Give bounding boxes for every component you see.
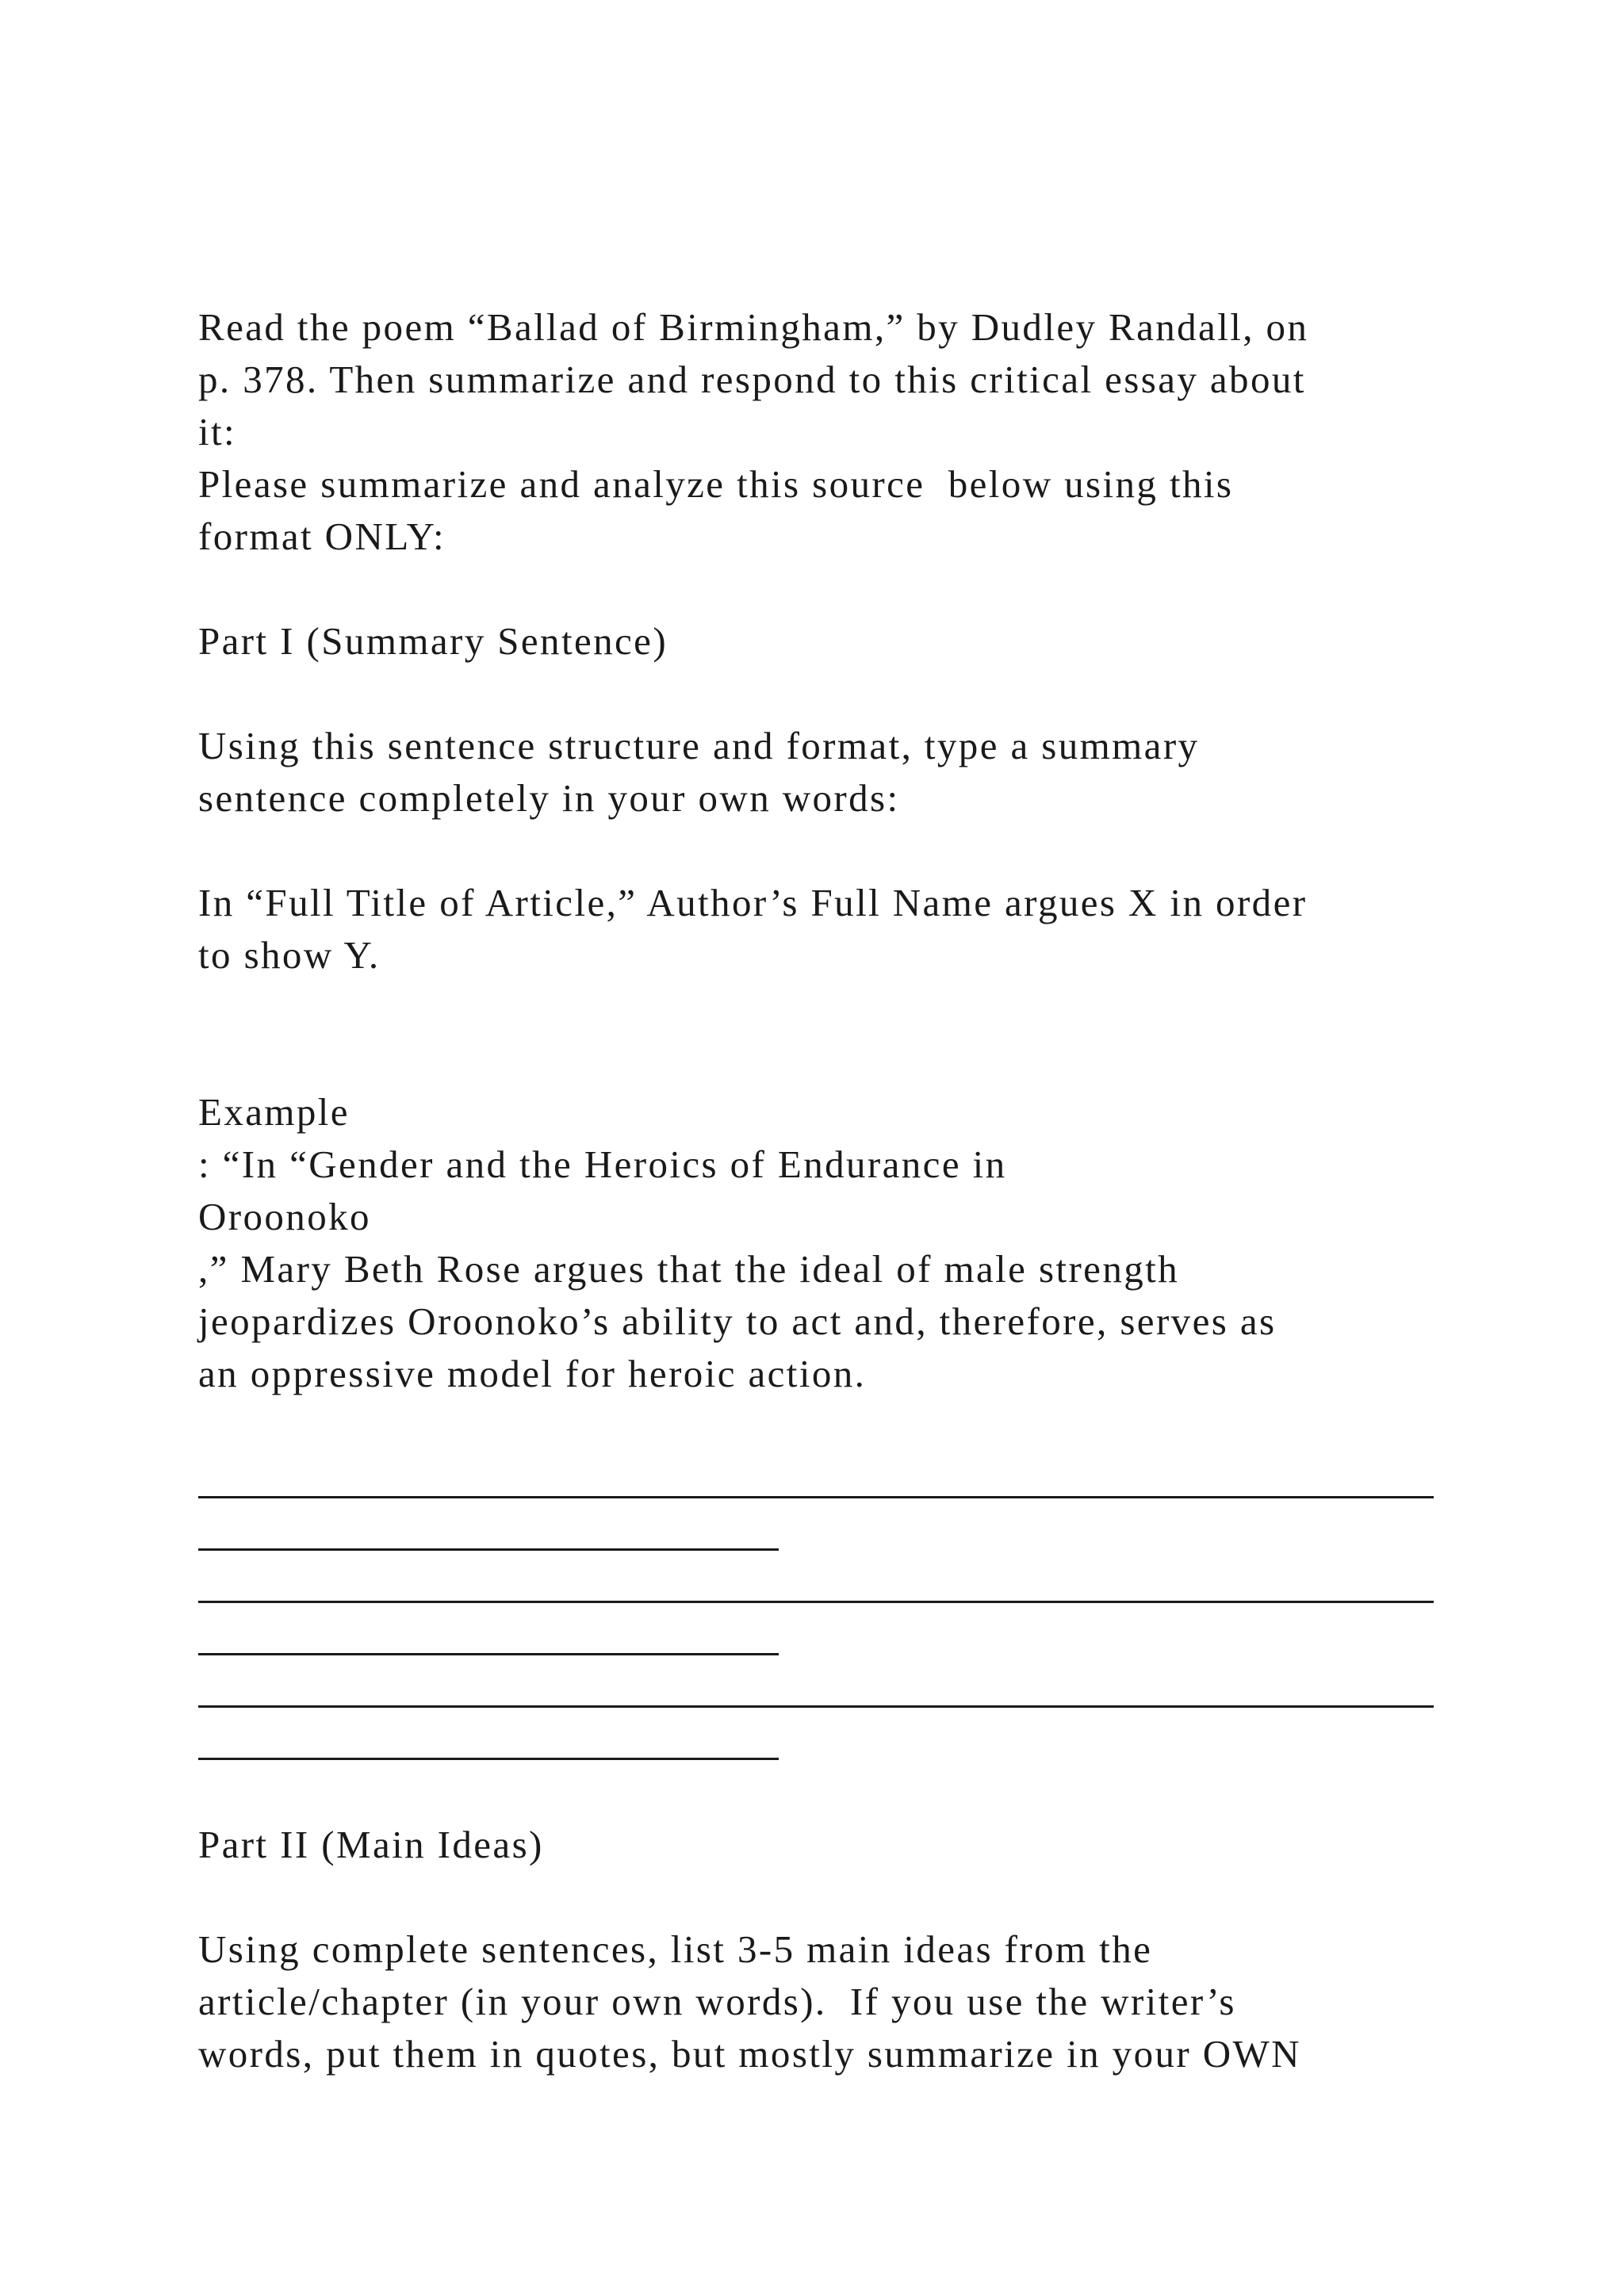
instruction-line-1: Read the poem “Ballad of Birmingham,” by Dudley Randall, on: [198, 305, 1309, 349]
example-label: Example: [198, 1090, 350, 1134]
answer-blank-line: [198, 1758, 779, 1760]
template-line-1: In “Full Title of Article,” Author’s Full Name argues X in order: [198, 881, 1308, 924]
part-two-instruction-line-3: words, put them in quotes, but mostly summarize in your OWN: [198, 2032, 1301, 2076]
part-one-heading: Part I (Summary Sentence): [198, 619, 668, 663]
answer-blank-line: [198, 1705, 1434, 1708]
example-line-5: an oppressive model for heroic action.: [198, 1352, 867, 1395]
instruction-line-5: format ONLY:: [198, 515, 446, 558]
answer-blank-line: [198, 1548, 779, 1551]
example-line-4: jeopardizes Oroonoko’s ability to act and, therefore, serves as: [198, 1299, 1277, 1343]
part-two-heading: Part II (Main Ideas): [198, 1823, 544, 1866]
answer-blank-line: [198, 1601, 1434, 1603]
example-line-3: ,” Mary Beth Rose argues that the ideal of male strength: [198, 1247, 1180, 1291]
instruction-line-4: Please summarize and analyze this source below using this: [198, 462, 1234, 506]
template-line-2: to show Y.: [198, 933, 381, 977]
answer-blank-line: [198, 1653, 779, 1655]
part-one-instruction-line-1: Using this sentence structure and format, type a summary: [198, 724, 1200, 767]
part-two-instruction-line-2: article/chapter (in your own words). If you use the writer’s: [198, 1980, 1236, 2023]
answer-blank-line: [198, 1496, 1434, 1498]
part-two-instruction-line-1: Using complete sentences, list 3-5 main ideas from the: [198, 1927, 1153, 1971]
instruction-line-3: it:: [198, 410, 237, 453]
example-line-1: : “In “Gender and the Heroics of Endurance in: [198, 1142, 1007, 1186]
instruction-line-2: p. 378. Then summarize and respond to this critical essay about: [198, 358, 1306, 401]
part-one-instruction-line-2: sentence completely in your own words:: [198, 776, 900, 820]
example-line-2: Oroonoko: [198, 1195, 371, 1238]
